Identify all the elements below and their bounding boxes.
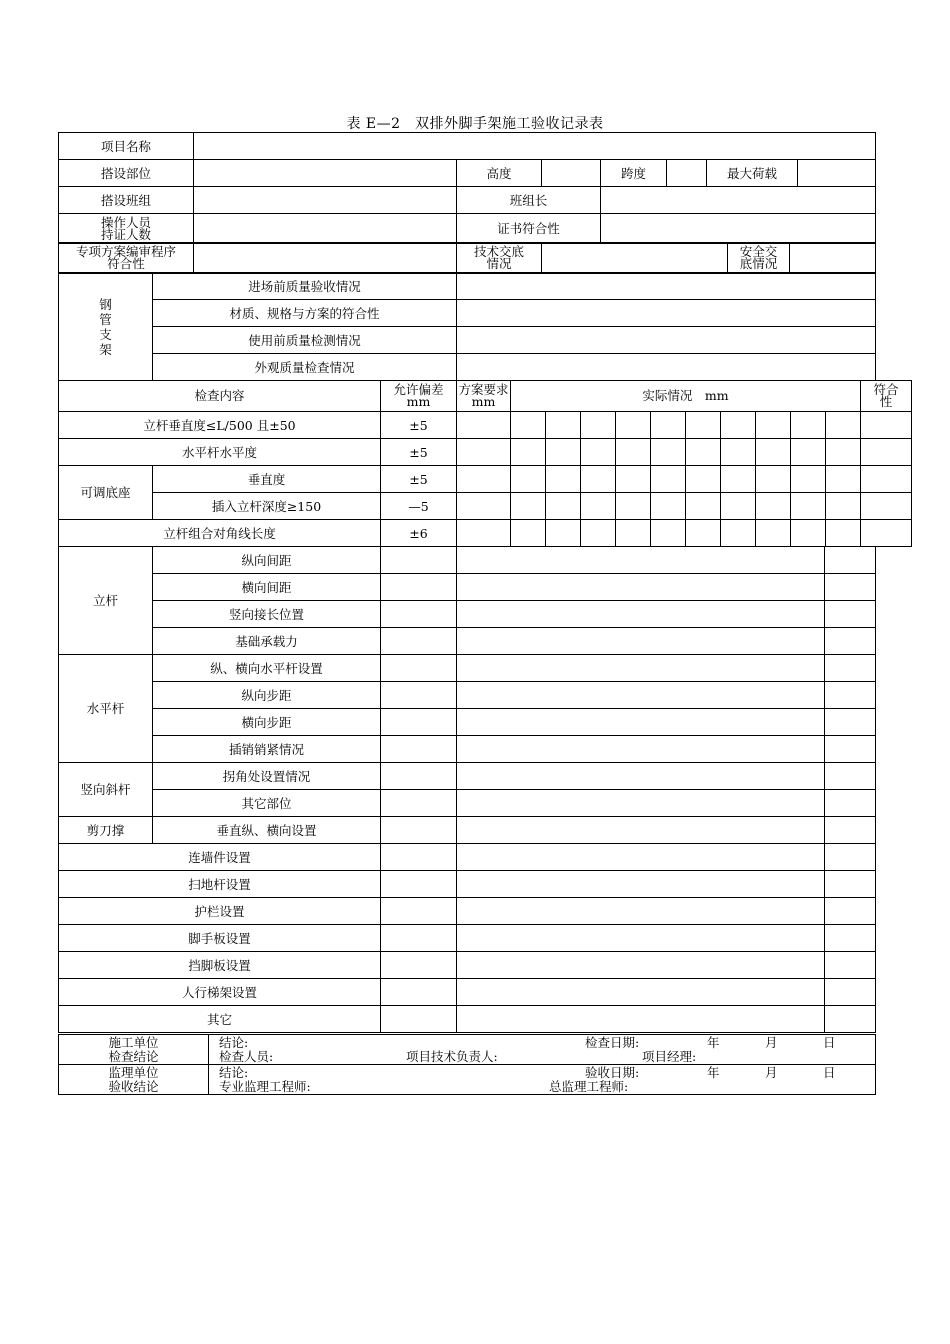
actual-field[interactable] bbox=[457, 898, 825, 925]
conformity-field[interactable] bbox=[825, 655, 876, 682]
check-item-label: 基础承载力 bbox=[153, 628, 381, 655]
diagonal-brace-group: 竖向斜杆 bbox=[59, 763, 153, 817]
form-title: 表 E—2 双排外脚手架施工验收记录表 bbox=[346, 116, 604, 132]
check-content-header: 检查内容 bbox=[59, 381, 381, 412]
supervision-unit-line1: 监理单位 bbox=[108, 1064, 159, 1080]
actual-field[interactable] bbox=[457, 682, 825, 709]
chief-supervisor-label: 总监理工程师: bbox=[549, 1078, 629, 1094]
actual-field[interactable] bbox=[457, 655, 825, 682]
conformity-field[interactable] bbox=[825, 898, 876, 925]
actual-cell[interactable] bbox=[826, 412, 861, 439]
actual-cell[interactable] bbox=[721, 466, 756, 493]
inspector-label: 检查人员: bbox=[219, 1048, 274, 1064]
requirement-field[interactable] bbox=[381, 1006, 457, 1033]
actual-field[interactable] bbox=[457, 628, 825, 655]
actual-cell[interactable] bbox=[581, 466, 616, 493]
tech-disclosure-field[interactable] bbox=[542, 243, 728, 274]
conformity-field[interactable] bbox=[825, 790, 876, 817]
safety-disclosure-field[interactable] bbox=[790, 243, 876, 274]
conformity-field[interactable] bbox=[861, 439, 912, 466]
requirement-field[interactable] bbox=[381, 547, 457, 574]
requirement-header-line2: mm bbox=[471, 394, 496, 409]
conformity-field[interactable] bbox=[825, 574, 876, 601]
team-field[interactable] bbox=[194, 187, 457, 214]
check-item-label: 纵向间距 bbox=[153, 547, 381, 574]
horizontal-bar-group: 水平杆 bbox=[59, 655, 153, 763]
construction-conclusion-field[interactable] bbox=[209, 1035, 876, 1065]
check-item-label: 纵向步距 bbox=[153, 682, 381, 709]
measure-item-label: 立杆垂直度≤L/500 且±50 bbox=[59, 412, 381, 439]
steel-group-char: 钢 bbox=[99, 296, 112, 312]
adjustable-base-group: 可调底座 bbox=[59, 466, 153, 520]
actual-cell[interactable] bbox=[651, 520, 686, 547]
actual-cell[interactable] bbox=[581, 520, 616, 547]
conformity-field[interactable] bbox=[861, 493, 912, 520]
steel-item-label: 使用前质量检测情况 bbox=[153, 327, 457, 354]
requirement-field[interactable] bbox=[381, 952, 457, 979]
steel-group-char: 架 bbox=[99, 341, 112, 357]
actual-cell[interactable] bbox=[511, 493, 546, 520]
steel-support-section bbox=[58, 272, 875, 381]
check-item-label: 垂直纵、横向设置 bbox=[153, 817, 381, 844]
day-label: 日 bbox=[823, 1064, 836, 1080]
actual-field[interactable] bbox=[457, 817, 825, 844]
actual-field[interactable] bbox=[457, 979, 825, 1006]
check-item-label: 竖向接长位置 bbox=[153, 601, 381, 628]
month-label: 月 bbox=[765, 1034, 778, 1050]
steel-item-field[interactable] bbox=[457, 273, 876, 300]
measure-row bbox=[59, 439, 912, 466]
measure-row bbox=[59, 493, 912, 520]
requirement-header bbox=[457, 381, 511, 412]
requirement-field[interactable] bbox=[381, 601, 457, 628]
actual-field[interactable] bbox=[457, 574, 825, 601]
measure-item-label: 垂直度 bbox=[153, 466, 381, 493]
conformity-field[interactable] bbox=[825, 763, 876, 790]
actual-cell[interactable] bbox=[756, 439, 791, 466]
actual-field[interactable] bbox=[457, 844, 825, 871]
actual-cell[interactable] bbox=[546, 466, 581, 493]
actual-cell[interactable] bbox=[616, 493, 651, 520]
actual-field[interactable] bbox=[457, 601, 825, 628]
tech-disclosure-label bbox=[457, 243, 542, 274]
requirement-field[interactable] bbox=[381, 925, 457, 952]
measure-row bbox=[59, 466, 912, 493]
actual-field[interactable] bbox=[457, 1006, 825, 1033]
requirement-field[interactable] bbox=[381, 709, 457, 736]
tolerance-value: ±5 bbox=[381, 466, 457, 493]
actual-cell[interactable] bbox=[686, 466, 721, 493]
actual-cell[interactable] bbox=[511, 439, 546, 466]
day-label: 日 bbox=[823, 1034, 836, 1050]
plan-label-line2: 符合性 bbox=[107, 256, 145, 271]
check-item-label: 人行梯架设置 bbox=[59, 979, 381, 1006]
check-item-label: 脚手板设置 bbox=[59, 925, 381, 952]
scissor-brace-group: 剪刀撑 bbox=[59, 817, 153, 844]
supervision-unit-line2: 验收结论 bbox=[108, 1078, 159, 1094]
conformity-field[interactable] bbox=[825, 844, 876, 871]
actual-field[interactable] bbox=[457, 736, 825, 763]
check-item-label: 拐角处设置情况 bbox=[153, 763, 381, 790]
actual-cell[interactable] bbox=[546, 439, 581, 466]
check-item-label: 其它 bbox=[59, 1006, 381, 1033]
actual-cell[interactable] bbox=[546, 412, 581, 439]
location-field[interactable] bbox=[194, 160, 457, 187]
project-manager-label: 项目经理: bbox=[642, 1048, 697, 1064]
measure-item-label: 水平杆水平度 bbox=[59, 439, 381, 466]
cert-match-label: 证书符合性 bbox=[457, 214, 601, 244]
actual-cell[interactable] bbox=[791, 439, 826, 466]
tolerance-value: ±5 bbox=[381, 439, 457, 466]
conformity-field[interactable] bbox=[861, 520, 912, 547]
check-date-label: 检查日期: bbox=[585, 1034, 640, 1050]
actual-cell[interactable] bbox=[546, 520, 581, 547]
check-item-label: 横向步距 bbox=[153, 709, 381, 736]
requirement-field[interactable] bbox=[457, 439, 511, 466]
measurement-section bbox=[58, 380, 899, 547]
conformity-field[interactable] bbox=[825, 979, 876, 1006]
requirement-header-line1: 方案要求 bbox=[458, 382, 509, 397]
actual-cell[interactable] bbox=[616, 439, 651, 466]
max-load-label: 最大荷载 bbox=[707, 160, 798, 187]
actual-cell[interactable] bbox=[511, 412, 546, 439]
actual-cell[interactable] bbox=[721, 520, 756, 547]
measure-row bbox=[59, 520, 912, 547]
year-label: 年 bbox=[707, 1034, 720, 1050]
construction-unit-line2: 检查结论 bbox=[108, 1048, 159, 1064]
actual-cell[interactable] bbox=[721, 439, 756, 466]
actual-cell[interactable] bbox=[791, 493, 826, 520]
conformity-field[interactable] bbox=[861, 412, 912, 439]
actual-cell[interactable] bbox=[511, 520, 546, 547]
conformity-field[interactable] bbox=[861, 466, 912, 493]
requirement-field[interactable] bbox=[457, 412, 511, 439]
actual-cell[interactable] bbox=[581, 439, 616, 466]
measure-item-label: 插入立杆深度≥150 bbox=[153, 493, 381, 520]
check-item-label: 横向间距 bbox=[153, 574, 381, 601]
conformity-field[interactable] bbox=[825, 952, 876, 979]
conformity-header-line1: 符合 bbox=[873, 382, 899, 397]
operators-field[interactable] bbox=[194, 214, 457, 244]
conformity-header-line2: 性 bbox=[879, 394, 893, 409]
safety-disclosure-label bbox=[728, 243, 790, 274]
conformity-field[interactable] bbox=[825, 1006, 876, 1033]
actual-cell[interactable] bbox=[511, 466, 546, 493]
requirement-field[interactable] bbox=[381, 844, 457, 871]
actual-cell[interactable] bbox=[756, 493, 791, 520]
team-leader-label: 班组长 bbox=[457, 187, 601, 214]
tolerance-value: ±5 bbox=[381, 412, 457, 439]
construction-unit-line1: 施工单位 bbox=[108, 1034, 159, 1050]
header-section bbox=[58, 132, 875, 244]
steel-item-label: 外观质量检查情况 bbox=[153, 354, 457, 381]
check-item-label: 其它部位 bbox=[153, 790, 381, 817]
steel-item-field[interactable] bbox=[457, 354, 876, 381]
requirement-field[interactable] bbox=[381, 763, 457, 790]
requirement-field[interactable] bbox=[381, 736, 457, 763]
supervisor-label: 专业监理工程师: bbox=[219, 1078, 311, 1094]
steel-support-group bbox=[59, 273, 153, 381]
actual-field[interactable] bbox=[457, 871, 825, 898]
actual-header: 实际情况 mm bbox=[511, 381, 861, 412]
actual-cell[interactable] bbox=[616, 412, 651, 439]
actual-field[interactable] bbox=[457, 547, 825, 574]
check-item-label: 护栏设置 bbox=[59, 898, 381, 925]
conclusion-label: 结论: bbox=[219, 1034, 249, 1050]
operators-label-line2: 持证人数 bbox=[100, 226, 151, 242]
actual-field[interactable] bbox=[457, 763, 825, 790]
steel-item-field[interactable] bbox=[457, 300, 876, 327]
requirement-field[interactable] bbox=[457, 520, 511, 547]
tech-disclosure-line2: 情况 bbox=[486, 256, 512, 271]
actual-cell[interactable] bbox=[791, 520, 826, 547]
signoff-section bbox=[58, 1034, 875, 1095]
tolerance-value: —5 bbox=[381, 493, 457, 520]
requirement-field[interactable] bbox=[381, 979, 457, 1006]
actual-cell[interactable] bbox=[686, 493, 721, 520]
actual-cell[interactable] bbox=[651, 493, 686, 520]
actual-cell[interactable] bbox=[826, 439, 861, 466]
plan-label-line1: 专项方案编审程序 bbox=[75, 244, 176, 259]
location-label: 搭设部位 bbox=[59, 160, 194, 187]
actual-cell[interactable] bbox=[756, 412, 791, 439]
requirement-field[interactable] bbox=[381, 655, 457, 682]
pole-group: 立杆 bbox=[59, 547, 153, 655]
actual-cell[interactable] bbox=[756, 520, 791, 547]
safety-disclosure-line2: 底情况 bbox=[739, 256, 778, 271]
requirement-field[interactable] bbox=[381, 790, 457, 817]
tech-lead-label: 项目技术负责人: bbox=[406, 1048, 498, 1064]
steel-item-label: 材质、规格与方案的符合性 bbox=[153, 300, 457, 327]
actual-cell[interactable] bbox=[651, 412, 686, 439]
tolerance-header bbox=[381, 381, 457, 412]
actual-cell[interactable] bbox=[756, 466, 791, 493]
requirement-field[interactable] bbox=[381, 871, 457, 898]
height-label: 高度 bbox=[457, 160, 542, 187]
operators-label bbox=[59, 214, 194, 244]
safety-disclosure-line1: 安全交 bbox=[739, 244, 778, 259]
conformity-field[interactable] bbox=[825, 547, 876, 574]
actual-cell[interactable] bbox=[686, 520, 721, 547]
project-name-label: 项目名称 bbox=[59, 133, 194, 160]
conformity-field[interactable] bbox=[825, 709, 876, 736]
requirement-field[interactable] bbox=[381, 682, 457, 709]
actual-cell[interactable] bbox=[791, 466, 826, 493]
steel-item-field[interactable] bbox=[457, 327, 876, 354]
actual-cell[interactable] bbox=[791, 412, 826, 439]
requirement-field[interactable] bbox=[457, 466, 511, 493]
requirement-field[interactable] bbox=[381, 628, 457, 655]
actual-cell[interactable] bbox=[581, 412, 616, 439]
plan-section bbox=[58, 242, 875, 274]
actual-field[interactable] bbox=[457, 709, 825, 736]
conformity-field[interactable] bbox=[825, 817, 876, 844]
team-leader-field[interactable] bbox=[601, 187, 876, 214]
check-item-label: 纵、横向水平杆设置 bbox=[153, 655, 381, 682]
tolerance-value: ±6 bbox=[381, 520, 457, 547]
supervision-unit-label bbox=[59, 1065, 209, 1095]
measure-item-label: 立杆组合对角线长度 bbox=[59, 520, 381, 547]
steel-item-label: 进场前质量验收情况 bbox=[153, 273, 457, 300]
steel-group-char: 支 bbox=[99, 326, 112, 342]
conformity-field[interactable] bbox=[825, 628, 876, 655]
conformity-field[interactable] bbox=[825, 925, 876, 952]
span-label: 跨度 bbox=[601, 160, 667, 187]
year-label: 年 bbox=[707, 1064, 720, 1080]
month-label: 月 bbox=[765, 1064, 778, 1080]
operators-label-line1: 操作人员 bbox=[100, 214, 151, 230]
actual-field[interactable] bbox=[457, 925, 825, 952]
actual-cell[interactable] bbox=[616, 520, 651, 547]
measure-row bbox=[59, 412, 912, 439]
actual-cell[interactable] bbox=[651, 466, 686, 493]
requirement-field[interactable] bbox=[381, 898, 457, 925]
plan-field[interactable] bbox=[194, 243, 457, 274]
check-item-label: 连墙件设置 bbox=[59, 844, 381, 871]
conformity-header bbox=[861, 381, 912, 412]
conformity-field[interactable] bbox=[825, 682, 876, 709]
actual-cell[interactable] bbox=[581, 493, 616, 520]
check-item-label: 挡脚板设置 bbox=[59, 952, 381, 979]
actual-field[interactable] bbox=[457, 790, 825, 817]
qualitative-section bbox=[58, 546, 875, 1033]
actual-cell[interactable] bbox=[686, 439, 721, 466]
tolerance-header-line1: 允许偏差 bbox=[393, 382, 444, 397]
conformity-field[interactable] bbox=[825, 601, 876, 628]
check-item-label: 扫地杆设置 bbox=[59, 871, 381, 898]
conclusion-label: 结论: bbox=[219, 1064, 249, 1080]
actual-cell[interactable] bbox=[686, 412, 721, 439]
max-load-field[interactable] bbox=[798, 160, 876, 187]
tech-disclosure-line1: 技术交底 bbox=[473, 244, 524, 259]
actual-cell[interactable] bbox=[826, 466, 861, 493]
construction-unit-label bbox=[59, 1035, 209, 1065]
actual-cell[interactable] bbox=[826, 493, 861, 520]
actual-cell[interactable] bbox=[826, 520, 861, 547]
conformity-field[interactable] bbox=[825, 871, 876, 898]
team-label: 搭设班组 bbox=[59, 187, 194, 214]
actual-field[interactable] bbox=[457, 952, 825, 979]
plan-label bbox=[59, 243, 194, 274]
cert-match-field[interactable] bbox=[601, 214, 876, 244]
span-field[interactable] bbox=[667, 160, 707, 187]
conformity-field[interactable] bbox=[825, 736, 876, 763]
requirement-field[interactable] bbox=[381, 574, 457, 601]
actual-cell[interactable] bbox=[616, 466, 651, 493]
steel-group-char: 管 bbox=[99, 311, 112, 327]
tolerance-header-line2: mm bbox=[406, 394, 431, 409]
actual-cell[interactable] bbox=[546, 493, 581, 520]
project-name-field[interactable] bbox=[194, 133, 876, 160]
accept-date-label: 验收日期: bbox=[585, 1064, 640, 1080]
check-item-label: 插销销紧情况 bbox=[153, 736, 381, 763]
requirement-field[interactable] bbox=[457, 493, 511, 520]
actual-cell[interactable] bbox=[651, 439, 686, 466]
height-field[interactable] bbox=[542, 160, 601, 187]
supervision-conclusion-field[interactable] bbox=[209, 1065, 876, 1095]
requirement-field[interactable] bbox=[381, 817, 457, 844]
actual-cell[interactable] bbox=[721, 412, 756, 439]
actual-cell[interactable] bbox=[721, 493, 756, 520]
